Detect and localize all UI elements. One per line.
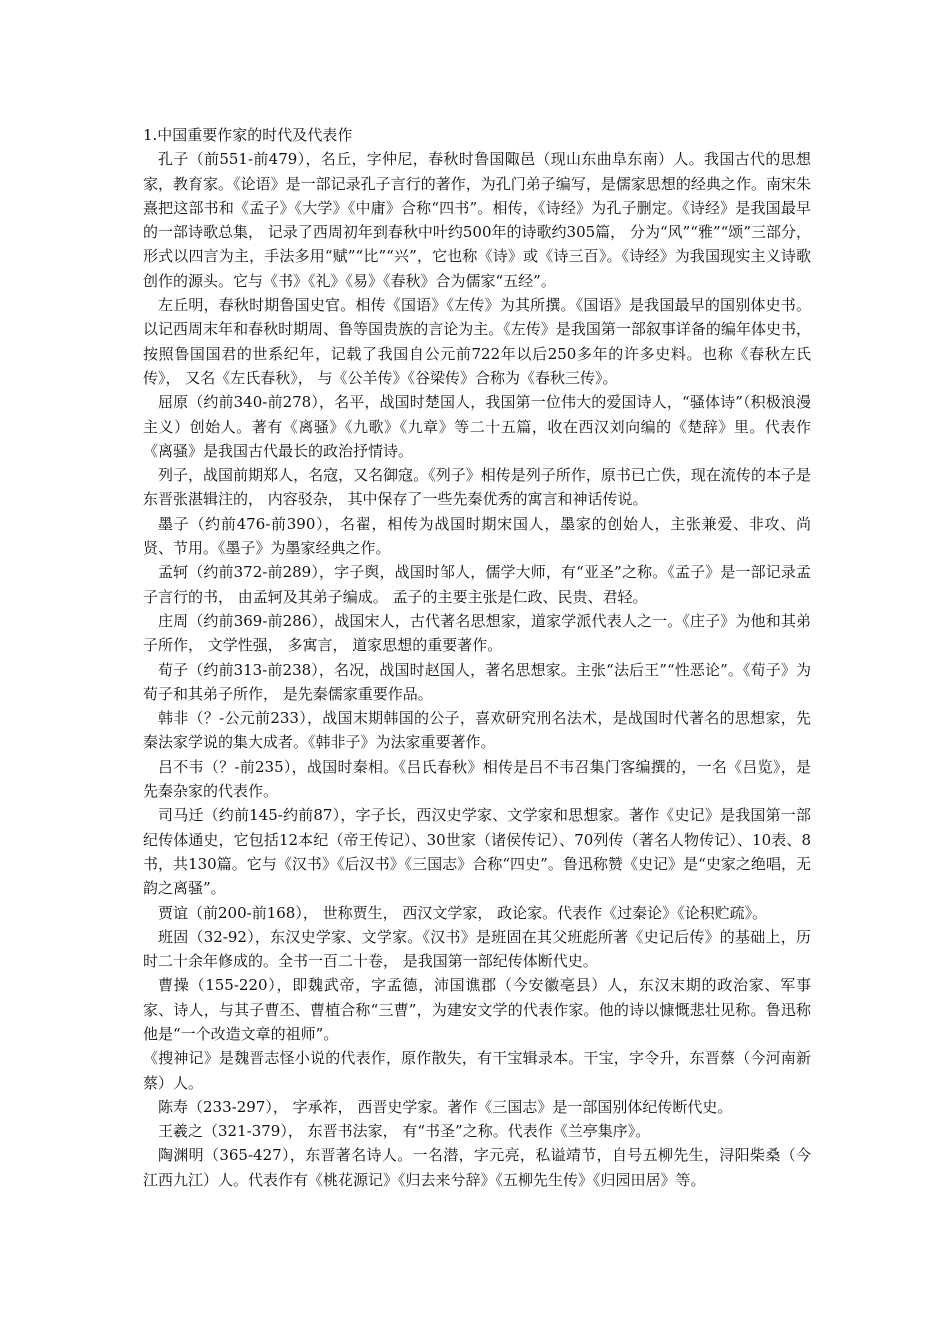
paragraph: 陶渊明（365-427），东晋著名诗人。一名潜，字元亮，私谥靖节，自号五柳先生，浔阳柴桑（今江西九江）人。代表作有《桃花源记》《归去来兮辞》《五柳先生传》《归园田居》等。 (143, 1146, 811, 1189)
paragraph: 司马迁（约前145-约前87），字子长，西汉史学家、文学家和思想家。著作《史记》是我国第一部纪传体通史，它包括12本纪（帝王传记）、30世家（诸侯传记）、70列传（著名人物传记）、10表、8书，共130篇。它与《汉书》《后汉书》《三国志》合称“四史”。鲁迅称赞《史记》是“史家之绝唱，无韵之离骚”。 (143, 806, 811, 898)
paragraph: 列子，战国前期郑人，名寇，又名御寇。《列子》相传是列子所作，原书已亡佚，现在流传的本子是东晋张湛辑注的， 内容驳杂， 其中保存了一些先秦优秀的寓言和神话传说。 (143, 466, 811, 509)
paragraph: 墨子（约前476-前390），名翟，相传为战国时期宋国人，墨家的创始人，主张兼爱、非攻、尚贤、节用。《墨子》为墨家经典之作。 (143, 514, 811, 558)
paragraph: 荀子（约前313-前238），名况，战国时赵国人，著名思想家。主张“法后王”“性恶论”。《荀子》为荀子和其弟子所作， 是先秦儒家重要作品。 (143, 660, 811, 703)
paragraph: 吕不韦（？-前235），战国时秦相。《吕氏春秋》相传是吕不韦召集门客编撰的，一名《吕览》，是先秦杂家的代表作。 (143, 757, 811, 801)
paragraph: 陈寿（233-297）， 字承祚， 西晋史学家。著作《三国志》是一部国别体纪传断代史。 (158, 1097, 733, 1116)
paragraph: 左丘明，春秋时期鲁国史官。相传《国语》《左传》为其所撰。《国语》是我国最早的国别体史书。以记西周末年和春秋时期周、鲁等国贵族的言论为主。《左传》是我国第一部叙事详备的编年体史书，按照鲁国国君的世系纪年，记载了我国自公元前722年以后250多年的许多史料。也称《春秋左氏传》， 又名《左氏春秋》， 与《公羊传》《谷梁传》合称为《春秋三传》。 (143, 296, 811, 387)
paragraph: 孔子（前551-前479），名丘，字仲尼，春秋时鲁国陬邑（现山东曲阜东南）人。我国古代的思想家，教育家。《论语》是一部记录孔子言行的著作，为孔门弟子编写，是儒家思想的经典之作。南宋朱熹把这部书和《孟子》《大学》《中庸》合称“四书”。相传，《诗经》为孔子删定。《诗经》是我国最早的一部诗歌总集， 记录了西周初年到春秋中叶约500年的诗歌约305篇， 分为“风”“雅”“颂”三部分，形式以四言为主，手法多用“赋”“比”“兴”，它也称《诗》或《诗三百》。《诗经》为我国现实主义诗歌创作的源头。它与《书》《礼》《易》《春秋》合为儒家“五经”。 (143, 150, 811, 290)
paragraph: 孟轲（约前372-前289），字子舆，战国时邹人，儒学大师，有“亚圣”之称。《孟子》是一部记录孟子言行的书， 由孟轲及其弟子编成。 孟子的主要主张是仁政、民贵、君轻。 (143, 563, 811, 606)
paragraph: 曹操（155-220），即魏武帝，字孟德，沛国谯郡（今安徽亳县）人，东汉末期的政治家、军事家、诗人，与其子曹丕、曹植合称“三曹”，为建安文学的代表作家。他的诗以慷慨悲壮见称。鲁迅称他是“一个改造文章的祖师”。 (143, 976, 811, 1043)
paragraph: 《搜神记》是魏晋志怪小说的代表作，原作散失，有干宝辑录本。干宝，字令升，东晋蔡（今河南新蔡）人。 (143, 1049, 811, 1092)
paragraph: 贾谊（前200-前168）， 世称贾生， 西汉文学家， 政论家。代表作《过秦论》《论积贮疏》。 (158, 903, 768, 922)
paragraph: 韩非（？-公元前233），战国末期韩国的公子，喜欢研究刑名法术，是战国时代著名的思想家，先秦法家学说的集大成者。《韩非子》为法家重要著作。 (143, 709, 811, 752)
paragraph: 班固（32-92），东汉史学家、文学家。《汉书》是班固在其父班彪所著《史记后传》的基础上，历时二十余年修成的。全书一百二十卷， 是我国第一部纪传体断代史。 (143, 927, 811, 971)
paragraph: 庄周（约前369-前286），战国宋人，古代著名思想家，道家学派代表人之一。《庄子》为他和其弟子所作， 文学性强， 多寓言， 道家思想的重要著作。 (143, 611, 811, 655)
document-body (143, 123, 811, 1192)
paragraph: 屈原（约前340-前278），名平，战国时楚国人，我国第一位伟大的爱国诗人，“骚体诗”（积极浪漫主义）创始人。著有《离骚》《九歌》《九章》等二十五篇，收在西汉刘向编的《楚辞》里。代表作《离骚》是我国古代最长的政治抒情诗。 (143, 393, 811, 460)
paragraph-list (143, 147, 811, 1192)
section-heading: 1.中国重要作家的时代及代表作 (143, 126, 353, 144)
paragraph: 王羲之（321-379）， 东晋书法家， 有“书圣”之称。代表作《兰亭集序》。 (158, 1122, 651, 1141)
